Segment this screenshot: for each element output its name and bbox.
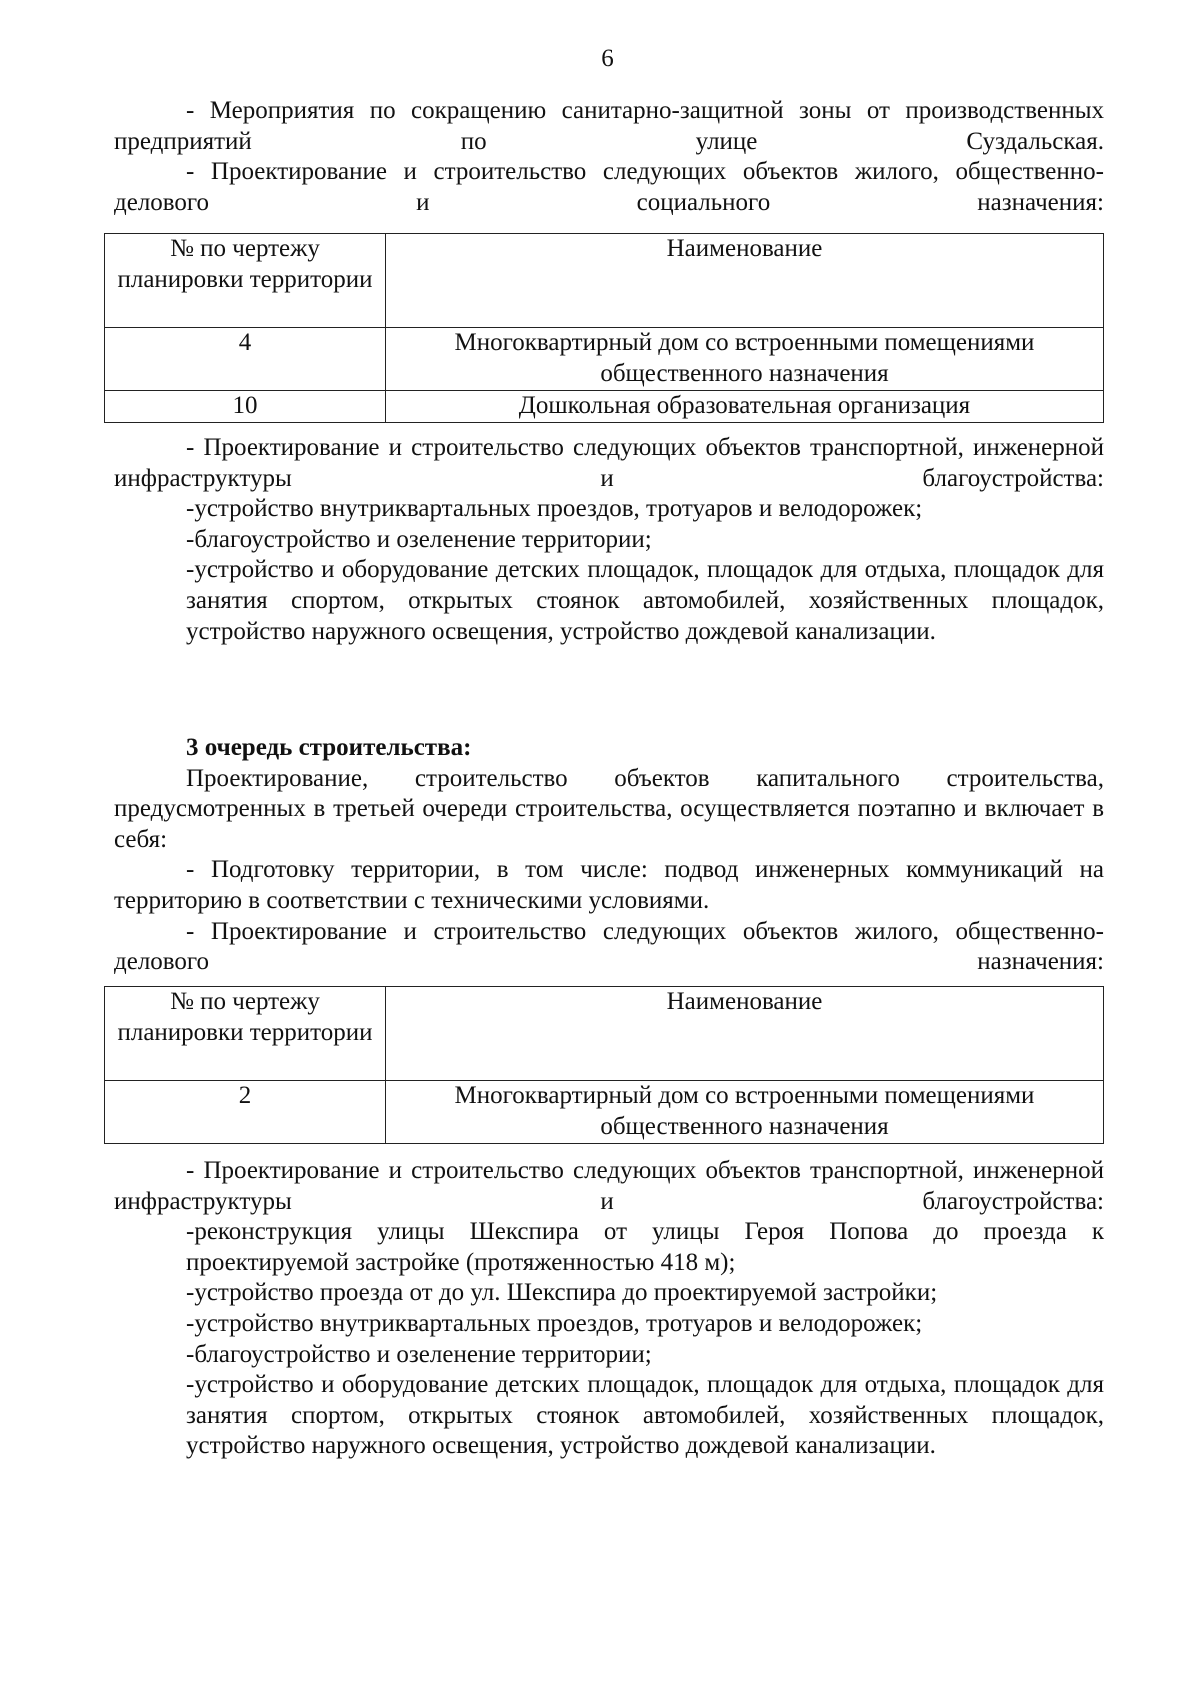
page-number: 6 — [601, 45, 614, 72]
list-item: -устройство внутриквартальных проездов, тротуаров и велодорожек; — [186, 1309, 923, 1337]
stage3-heading: 3 очередь строительства: — [186, 734, 472, 761]
table-header-name: Наименование — [386, 987, 1104, 1081]
infrastructure-section-2 — [114, 1156, 1104, 1462]
stage3-paragraph: Проектирование, строительство объектов капитального строительства, предусмотренных в третьей очереди строительства, осуществляется поэтапно и включает в себя: — [114, 764, 1104, 853]
objects-table-stage3 — [104, 986, 1104, 1144]
list-item: -устройство и оборудование детских площадок, площадок для отдыха, площадок для занятия спортом, открытых стоянок автомобилей, хозяйственных площадок, устройство наружного освещения, устройство дождевой канализации. — [186, 1371, 1104, 1460]
infrastructure-section-1 — [114, 433, 1104, 647]
objects-table-stage2 — [104, 233, 1104, 423]
list-item: -устройство внутриквартальных проездов, тротуаров и велодорожек; — [186, 495, 923, 523]
list-item: -благоустройство и озеленение территории; — [186, 525, 652, 553]
table-cell-number: 4 — [105, 328, 386, 391]
stage3-paragraph: - Проектирование и строительство следующих объектов жилого, общественно-делового назначения: — [114, 917, 1104, 976]
table-cell-name: Дошкольная образовательная организация — [386, 391, 1104, 423]
table-header-number: № по чертежу планировки территории — [105, 987, 386, 1081]
table-cell-number: 2 — [105, 1081, 386, 1144]
table-cell-number: 10 — [105, 391, 386, 423]
intro-section — [114, 96, 1104, 218]
list-item: -благоустройство и озеленение территории; — [186, 1340, 652, 1368]
table-row — [105, 328, 1104, 391]
table-cell-name: Многоквартирный дом со встроенными помещениями общественного назначения — [386, 328, 1104, 391]
stage3-section — [114, 733, 1104, 978]
list-item: -реконструкция улицы Шекспира от улицы Героя Попова до проезда к проектируемой застройке (протяженностью 418 м); — [186, 1218, 1104, 1276]
intro-item-sanitary-zone: - Мероприятия по сокращению санитарно-защитной зоны от производственных предприятий по улице Суздальская. — [114, 97, 1104, 155]
table-header-row — [105, 234, 1104, 328]
table-header-row — [105, 987, 1104, 1081]
table-header-name: Наименование — [386, 234, 1104, 328]
intro-item-residential-objects: - Проектирование и строительство следующих объектов жилого, общественно-делового и социального назначения: — [114, 158, 1104, 216]
list-item: -устройство и оборудование детских площадок, площадок для отдыха, площадок для занятия спортом, открытых стоянок автомобилей, хозяйственных площадок, устройство наружного освещения, устройство дождевой канализации. — [186, 556, 1104, 645]
infrastructure-intro: - Проектирование и строительство следующих объектов транспортной, инженерной инфраструктуры и благоустройства: — [114, 434, 1104, 492]
stage3-paragraph: - Подготовку территории, в том числе: подвод инженерных коммуникаций на территорию в соответствии с техническими условиями. — [114, 856, 1104, 914]
table-row — [105, 391, 1104, 423]
list-item: -устройство проезда от до ул. Шекспира до проектируемой застройки; — [186, 1279, 938, 1307]
table-header-number: № по чертежу планировки территории — [105, 234, 386, 328]
table-cell-name: Многоквартирный дом со встроенными помещениями общественного назначения — [386, 1081, 1104, 1144]
table-row — [105, 1081, 1104, 1144]
infrastructure-intro: - Проектирование и строительство следующих объектов транспортной, инженерной инфраструктуры и благоустройства: — [114, 1157, 1104, 1215]
